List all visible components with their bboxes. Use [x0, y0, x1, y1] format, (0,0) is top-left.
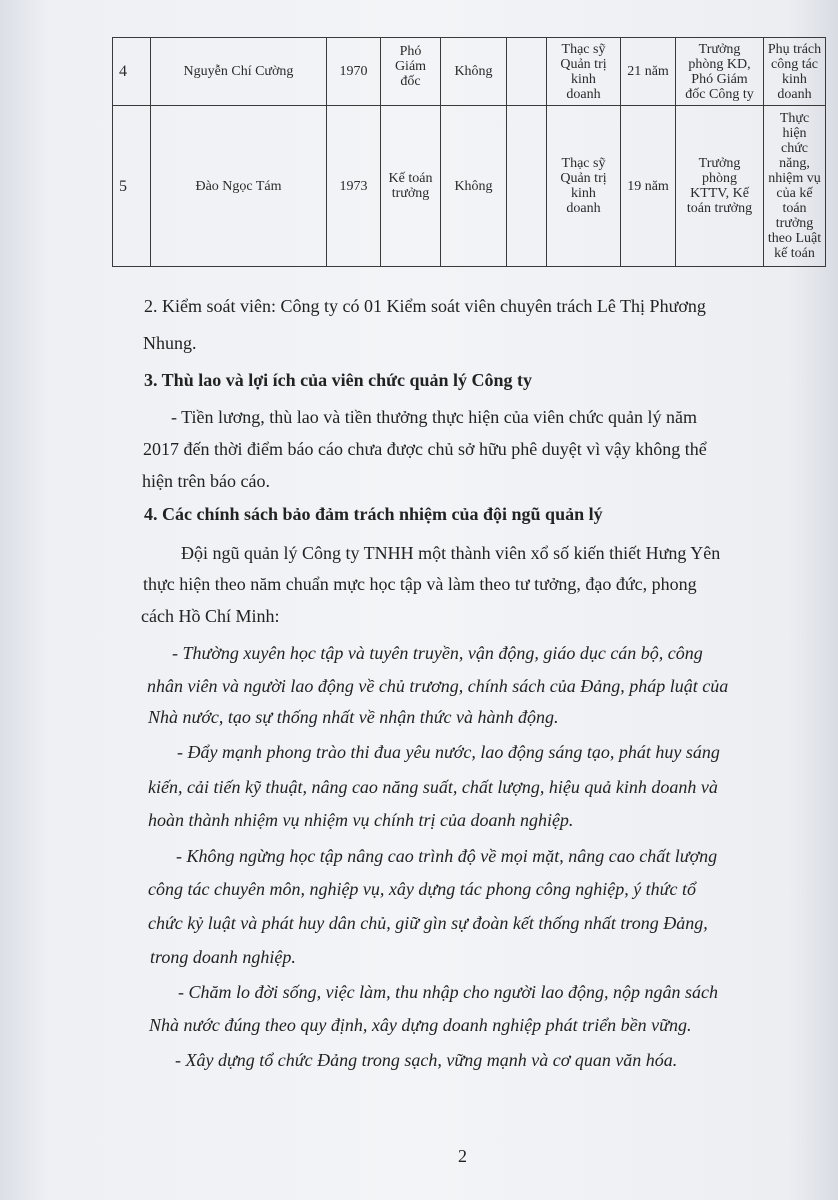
degree-line: Quản trị	[560, 171, 607, 186]
policy-item-line: Nhà nước, tạo sự thống nhất về nhận thức và hành động.	[148, 707, 559, 727]
task-cell	[764, 106, 826, 267]
staff-table	[112, 37, 826, 267]
task-cell	[764, 38, 826, 106]
policy-item-line: công tác chuyên môn, nghiệp vụ, xây dựng tác phong công nghiệp, ý thức tổ	[148, 879, 696, 899]
section3-heading: 3. Thù lao và lợi ích của viên chức quản lý Công ty	[144, 370, 533, 390]
table-row	[113, 38, 826, 106]
blank-cell	[507, 38, 547, 106]
previous-role-line: Trưởng	[698, 41, 741, 57]
task-line: kinh	[782, 71, 807, 87]
degree-line: doanh	[566, 201, 601, 216]
task-line: của kế	[776, 186, 813, 201]
row-number: 4	[113, 38, 151, 106]
page-number: 2	[458, 1146, 467, 1166]
position-line: Kế toán	[388, 171, 433, 186]
experience-cell: 21 năm	[621, 38, 676, 106]
policy-item-line: kiến, cải tiến kỹ thuật, nâng cao năng suất, chất lượng, hiệu quả kinh doanh và	[148, 777, 718, 797]
policy-item-line: - Đẩy mạnh phong trào thi đua yêu nước, lao động sáng tạo, phát huy sáng	[177, 742, 720, 762]
position-line: trưởng	[391, 186, 430, 201]
section3-text-line: hiện trên báo cáo.	[142, 471, 270, 491]
previous-role-line: đốc Công ty	[685, 86, 754, 102]
task-line: năng,	[779, 156, 810, 171]
previous-role-line: Trưởng	[698, 156, 741, 171]
task-line: Phụ trách	[767, 41, 822, 57]
section2-text-line: 2. Kiểm soát viên: Công ty có 01 Kiểm soát viên chuyên trách Lê Thị Phương	[144, 296, 706, 316]
birth-year: 1970	[327, 38, 381, 106]
previous-role-cell	[676, 38, 764, 106]
previous-role-line: KTTV, Kế	[690, 186, 749, 201]
party-cell: Không	[441, 38, 507, 106]
policy-item-line: hoàn thành nhiệm vụ nhiệm vụ chính trị của doanh nghiệp.	[148, 810, 574, 830]
previous-role-line: phòng KD,	[688, 56, 751, 72]
birth-year: 1973	[327, 106, 381, 267]
policy-item-line: nhân viên và người lao động về chủ trương, chính sách của Đảng, pháp luật của	[147, 676, 729, 696]
degree-line: doanh	[566, 86, 601, 102]
table-row	[113, 106, 826, 267]
policy-item-line: Nhà nước đúng theo quy định, xây dựng doanh nghiệp phát triển bền vững.	[149, 1015, 692, 1035]
staff-name: Đào Ngọc Tám	[151, 106, 327, 267]
task-line: theo Luật	[767, 231, 822, 246]
policy-item-line: - Xây dựng tổ chức Đảng trong sạch, vững mạnh và cơ quan văn hóa.	[175, 1050, 678, 1070]
task-line: nhiệm vụ	[768, 171, 821, 186]
degree-cell	[547, 38, 621, 106]
degree-cell	[547, 106, 621, 267]
task-line: trưởng	[775, 216, 814, 231]
position-line: Giám	[394, 59, 427, 74]
policy-item-line: trong doanh nghiệp.	[150, 947, 296, 967]
policy-item-line: - Thường xuyên học tập và tuyên truyền, vận động, giáo dục cán bộ, công	[172, 643, 703, 663]
policy-item-line: - Không ngừng học tập nâng cao trình độ về mọi mặt, nâng cao chất lượng	[176, 846, 718, 866]
section3-text-line: - Tiền lương, thù lao và tiền thưởng thực hiện của viên chức quản lý năm	[171, 407, 697, 427]
task-line: hiện	[782, 126, 807, 141]
degree-line: Thạc sỹ	[561, 41, 606, 57]
position-cell	[381, 38, 441, 106]
party-cell: Không	[441, 106, 507, 267]
section4-heading: 4. Các chính sách bảo đảm trách nhiệm của đội ngũ quản lý	[144, 504, 603, 524]
task-line: Thực	[779, 111, 810, 126]
policy-item-line: - Chăm lo đời sống, việc làm, thu nhập cho người lao động, nộp ngân sách	[178, 982, 718, 1002]
section4-intro-line: cách Hồ Chí Minh:	[141, 606, 280, 626]
previous-role-line: toán trưởng	[686, 201, 753, 216]
degree-line: kinh	[571, 186, 596, 201]
staff-name: Nguyễn Chí Cường	[151, 38, 327, 106]
position-cell	[381, 106, 441, 267]
task-line: công tác	[770, 56, 819, 72]
position-line: Phó	[399, 44, 422, 59]
row-number: 5	[113, 106, 151, 267]
section4-intro-line: Đội ngũ quản lý Công ty TNHH một thành viên xổ số kiến thiết Hưng Yên	[181, 543, 721, 563]
previous-role-line: Phó Giám	[691, 71, 748, 87]
degree-line: Quản trị	[560, 56, 607, 72]
policy-item-line: chức kỷ luật và phát huy dân chủ, giữ gìn sự đoàn kết thống nhất trong Đảng,	[148, 913, 708, 933]
section3-text-line: 2017 đến thời điểm báo cáo chưa được chủ sở hữu phê duyệt vì vậy không thể	[143, 439, 707, 459]
task-line: doanh	[777, 86, 812, 102]
task-line: kế toán	[774, 246, 815, 261]
previous-role-line: phòng	[702, 171, 737, 186]
task-line: chức	[780, 141, 808, 156]
position-line: đốc	[400, 74, 421, 89]
previous-role-cell	[676, 106, 764, 267]
degree-line: Thạc sỹ	[561, 156, 606, 171]
section4-intro-line: thực hiện theo năm chuẩn mực học tập và làm theo tư tưởng, đạo đức, phong	[143, 574, 697, 594]
experience-cell: 19 năm	[621, 106, 676, 267]
degree-line: kinh	[571, 71, 596, 87]
task-line: toán	[782, 201, 807, 216]
blank-cell	[507, 106, 547, 267]
section2-text-line: Nhung.	[143, 333, 197, 353]
